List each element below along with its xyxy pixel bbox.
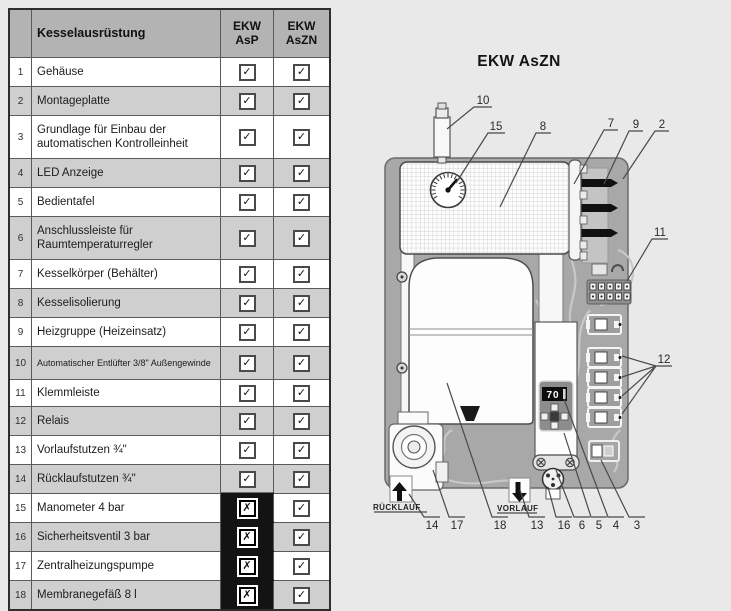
checkbox-checked-icon: ✓ [239, 266, 256, 283]
asp-cell [221, 581, 274, 609]
callout-10: 10 [476, 95, 490, 107]
table-row [10, 435, 329, 464]
row-number: 6 [10, 217, 32, 259]
equipment-label: Automatischer Entlüfter 3/8" Außengewinde [32, 347, 221, 379]
equipment-label: Kesselkörper (Behälter) [32, 260, 221, 288]
table-row [10, 580, 329, 609]
relay [586, 408, 622, 427]
checkbox-checked-icon: ✓ [293, 266, 310, 283]
table-row [10, 493, 329, 522]
callout-2: 2 [658, 119, 666, 131]
diagram-title: EKW AsZN [477, 53, 561, 70]
checkbox-checked-icon: ✓ [293, 93, 310, 110]
callout-7: 7 [607, 118, 615, 130]
asp-cell [221, 159, 274, 187]
callout-12: 12 [657, 354, 671, 366]
row-number: 9 [10, 318, 32, 346]
terminal-strip [587, 280, 631, 304]
table-row [10, 259, 329, 288]
checkbox-checked-icon: ✓ [239, 194, 256, 211]
checkbox-crossed-icon: ✗ [239, 587, 256, 604]
checkbox-checked-icon: ✓ [293, 324, 310, 341]
checkbox-checked-icon: ✓ [239, 129, 256, 146]
checkbox-checked-icon: ✓ [293, 529, 310, 546]
row-number: 10 [10, 347, 32, 379]
asp-cell [221, 58, 274, 86]
checkbox-checked-icon: ✓ [239, 64, 256, 81]
table-title: Kesselausrüstung [32, 10, 221, 57]
column-header-asp [221, 10, 274, 57]
checkbox-checked-icon: ✓ [293, 500, 310, 517]
relay [586, 388, 622, 407]
asp-cell [221, 407, 274, 435]
checkbox-checked-icon: ✓ [239, 355, 256, 372]
row-number: 13 [10, 436, 32, 464]
row-number: 12 [10, 407, 32, 435]
checkbox-crossed-icon: ✗ [239, 529, 256, 546]
asp-cell [221, 188, 274, 216]
boiler-diagram [362, 40, 731, 555]
row-number: 18 [10, 581, 32, 609]
asp-cell [221, 436, 274, 464]
asp-cell [221, 289, 274, 317]
relay [586, 368, 622, 387]
aszn-cell [274, 116, 329, 158]
column-header-asp-line1: EKW [233, 18, 261, 33]
column-header-aszn [274, 10, 329, 57]
relay [586, 315, 622, 334]
table-row [10, 288, 329, 317]
asp-cell [221, 217, 274, 259]
equipment-label: LED Anzeige [32, 159, 221, 187]
equipment-label: Vorlaufstutzen ¾" [32, 436, 221, 464]
table-row [10, 464, 329, 493]
row-number: 1 [10, 58, 32, 86]
equipment-label: Gehäuse [32, 58, 221, 86]
equipment-label: Anschlussleiste für Raumtemperaturregler [32, 217, 221, 259]
equipment-label: Heizgruppe (Heizeinsatz) [32, 318, 221, 346]
aszn-cell [274, 188, 329, 216]
equipment-label: Grundlage für Einbau der automatischen Kontrolleinheit [32, 116, 221, 158]
row-number: 11 [10, 380, 32, 406]
aszn-cell [274, 552, 329, 580]
asp-cell [221, 494, 274, 522]
checkbox-checked-icon: ✓ [293, 165, 310, 182]
callout-4: 4 [612, 520, 620, 532]
equipment-label: Sicherheitsventil 3 bar [32, 523, 221, 551]
aszn-cell [274, 407, 329, 435]
checkbox-checked-icon: ✓ [293, 355, 310, 372]
equipment-label: Membranegefäß 8 l [32, 581, 221, 609]
callout-8: 8 [539, 121, 547, 133]
asp-cell [221, 347, 274, 379]
checkbox-checked-icon: ✓ [239, 385, 256, 402]
aszn-cell [274, 380, 329, 406]
asp-cell [221, 87, 274, 115]
equipment-label: Montageplatte [32, 87, 221, 115]
row-number: 3 [10, 116, 32, 158]
equipment-label: Manometer 4 bar [32, 494, 221, 522]
equipment-label: Klemmleiste [32, 380, 221, 406]
row-number: 4 [10, 159, 32, 187]
callout-17: 17 [450, 520, 464, 532]
table-row [10, 115, 329, 158]
return-label: RÜCKLAUF [373, 503, 421, 512]
aszn-cell [274, 318, 329, 346]
equipment-table [8, 8, 331, 611]
checkbox-checked-icon: ✓ [239, 471, 256, 488]
checkbox-checked-icon: ✓ [239, 324, 256, 341]
callout-18: 18 [493, 520, 507, 532]
checkbox-checked-icon: ✓ [293, 64, 310, 81]
checkbox-checked-icon: ✓ [239, 442, 256, 459]
table-row [10, 216, 329, 259]
column-header-asp-line2: AsP [235, 32, 259, 47]
aszn-cell [274, 523, 329, 551]
vent-valve [434, 103, 450, 163]
checkbox-checked-icon: ✓ [293, 194, 310, 211]
insulated-boiler-body [400, 162, 570, 254]
checkbox-checked-icon: ✓ [293, 230, 310, 247]
checkbox-checked-icon: ✓ [293, 129, 310, 146]
relay [586, 348, 622, 367]
asp-cell [221, 523, 274, 551]
column-header-aszn-line2: AsZN [285, 32, 318, 47]
checkbox-checked-icon: ✓ [293, 413, 310, 430]
callout-3: 3 [633, 520, 641, 532]
table-row [10, 158, 329, 187]
callout-11: 11 [654, 227, 666, 239]
table-row [10, 379, 329, 406]
table-row [10, 57, 329, 86]
asp-cell [221, 552, 274, 580]
relay-bank [586, 315, 622, 427]
table-row [10, 317, 329, 346]
row-number: 17 [10, 552, 32, 580]
checkbox-checked-icon: ✓ [293, 295, 310, 312]
asp-cell [221, 260, 274, 288]
table-row [10, 406, 329, 435]
aszn-cell [274, 436, 329, 464]
checkbox-checked-icon: ✓ [239, 413, 256, 430]
supply-label: VORLAUF [497, 504, 539, 513]
aszn-cell [274, 347, 329, 379]
column-header-aszn-line1: EKW [287, 18, 316, 33]
row-number: 7 [10, 260, 32, 288]
aszn-cell [274, 260, 329, 288]
checkbox-checked-icon: ✓ [293, 442, 310, 459]
asp-cell [221, 465, 274, 493]
checkbox-crossed-icon: ✗ [239, 500, 256, 517]
table-header-row [10, 10, 329, 57]
aszn-cell [274, 87, 329, 115]
table-row [10, 522, 329, 551]
aszn-cell [274, 58, 329, 86]
asp-cell [221, 318, 274, 346]
callout-6: 6 [578, 520, 586, 532]
table-row [10, 346, 329, 379]
checkbox-checked-icon: ✓ [239, 230, 256, 247]
callout-16: 16 [557, 520, 571, 532]
aszn-cell [274, 289, 329, 317]
equipment-label: Relais [32, 407, 221, 435]
row-number: 8 [10, 289, 32, 317]
control-panel [535, 322, 577, 456]
checkbox-checked-icon: ✓ [239, 295, 256, 312]
control-unit-base [589, 441, 619, 461]
supply-outlet [509, 478, 530, 502]
expansion-vessel [409, 258, 533, 424]
checkbox-checked-icon: ✓ [293, 385, 310, 402]
led-display-value: 70 [546, 390, 560, 401]
callout-15: 15 [489, 121, 503, 133]
aszn-cell [274, 465, 329, 493]
table-row [10, 187, 329, 216]
pressure-gauge [431, 173, 466, 208]
callout-5: 5 [595, 520, 603, 532]
aszn-cell [274, 581, 329, 609]
callout-14: 14 [425, 520, 439, 532]
table-row [10, 551, 329, 580]
row-number: 5 [10, 188, 32, 216]
checkbox-checked-icon: ✓ [239, 93, 256, 110]
row-number: 14 [10, 465, 32, 493]
checkbox-checked-icon: ✓ [239, 165, 256, 182]
row-number: 2 [10, 87, 32, 115]
aszn-cell [274, 159, 329, 187]
checkbox-checked-icon: ✓ [293, 558, 310, 575]
callout-9: 9 [632, 119, 640, 131]
header-corner-cell [10, 10, 32, 57]
row-number: 16 [10, 523, 32, 551]
aszn-cell [274, 494, 329, 522]
equipment-label: Rücklaufstutzen ¾" [32, 465, 221, 493]
checkbox-crossed-icon: ✗ [239, 558, 256, 575]
equipment-label: Zentralheizungspumpe [32, 552, 221, 580]
table-row [10, 86, 329, 115]
asp-cell [221, 116, 274, 158]
row-number: 15 [10, 494, 32, 522]
asp-cell [221, 380, 274, 406]
callout-13: 13 [530, 520, 544, 532]
checkbox-checked-icon: ✓ [293, 471, 310, 488]
safety-valve [543, 469, 564, 500]
equipment-label: Kesselisolierung [32, 289, 221, 317]
equipment-label: Bedientafel [32, 188, 221, 216]
aszn-cell [274, 217, 329, 259]
checkbox-checked-icon: ✓ [293, 587, 310, 604]
